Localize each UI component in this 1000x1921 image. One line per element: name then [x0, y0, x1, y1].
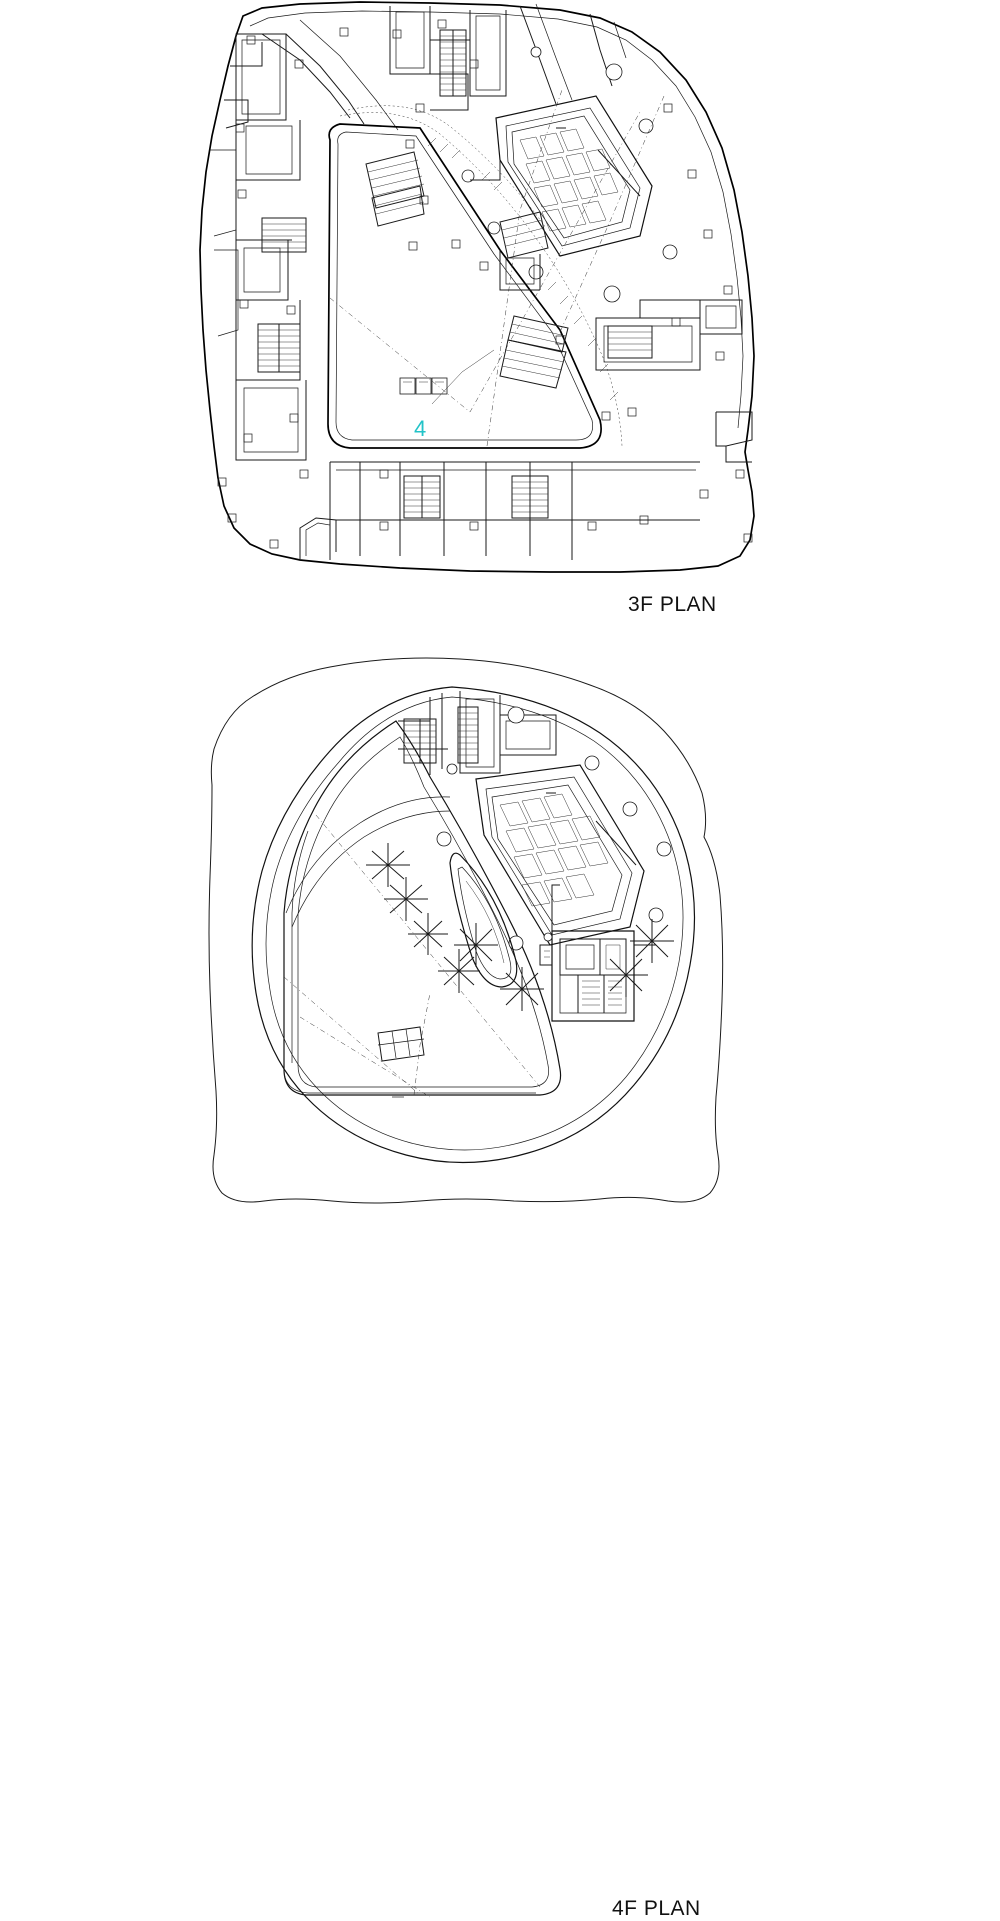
core-block-4f: [476, 765, 644, 945]
plan-3f-svg: [0, 0, 1000, 580]
column-circle: [649, 908, 663, 922]
plan-3f-drawing: [0, 0, 1000, 580]
stair-bottom-2: [512, 476, 548, 518]
stair-top-4f: [404, 719, 436, 763]
column-circle: [663, 245, 677, 259]
escalator-upper: [366, 152, 424, 226]
plan-4f-svg: [0, 645, 1000, 1225]
column-circle: [623, 802, 637, 816]
stair-left-upper: [262, 218, 306, 252]
escalator-mid: [500, 212, 548, 258]
stair-left: [258, 324, 300, 372]
plan-3f-caption: 3F PLAN: [628, 593, 717, 616]
lower-fixture: [378, 1027, 424, 1061]
column-circle: [604, 286, 620, 302]
column-circle: [657, 842, 671, 856]
plan-4f: [0, 645, 1000, 1920]
stair-top-4f-b: [458, 707, 478, 763]
atrium-fixture: [400, 378, 447, 394]
column-circle: [531, 47, 541, 57]
column-circle: [606, 64, 622, 80]
annotation-leader: [432, 350, 494, 404]
core-block-upper-right: [496, 96, 652, 256]
building-outline: [252, 687, 694, 1163]
column-circle: [508, 707, 524, 723]
stair-right: [608, 326, 652, 358]
stair-bottom-1: [404, 476, 440, 518]
plan-4f-caption: 4F PLAN: [612, 1897, 701, 1920]
annotation-marker-4: 4: [414, 416, 427, 441]
plan-3f: [0, 0, 1000, 640]
column-circle: [447, 764, 457, 774]
column-circle: [437, 832, 451, 846]
column-circle: [488, 222, 500, 234]
column-grid: [218, 20, 752, 548]
column-circle: [529, 265, 543, 279]
column-circle: [585, 756, 599, 770]
plan-4f-drawing: [0, 645, 1000, 1225]
